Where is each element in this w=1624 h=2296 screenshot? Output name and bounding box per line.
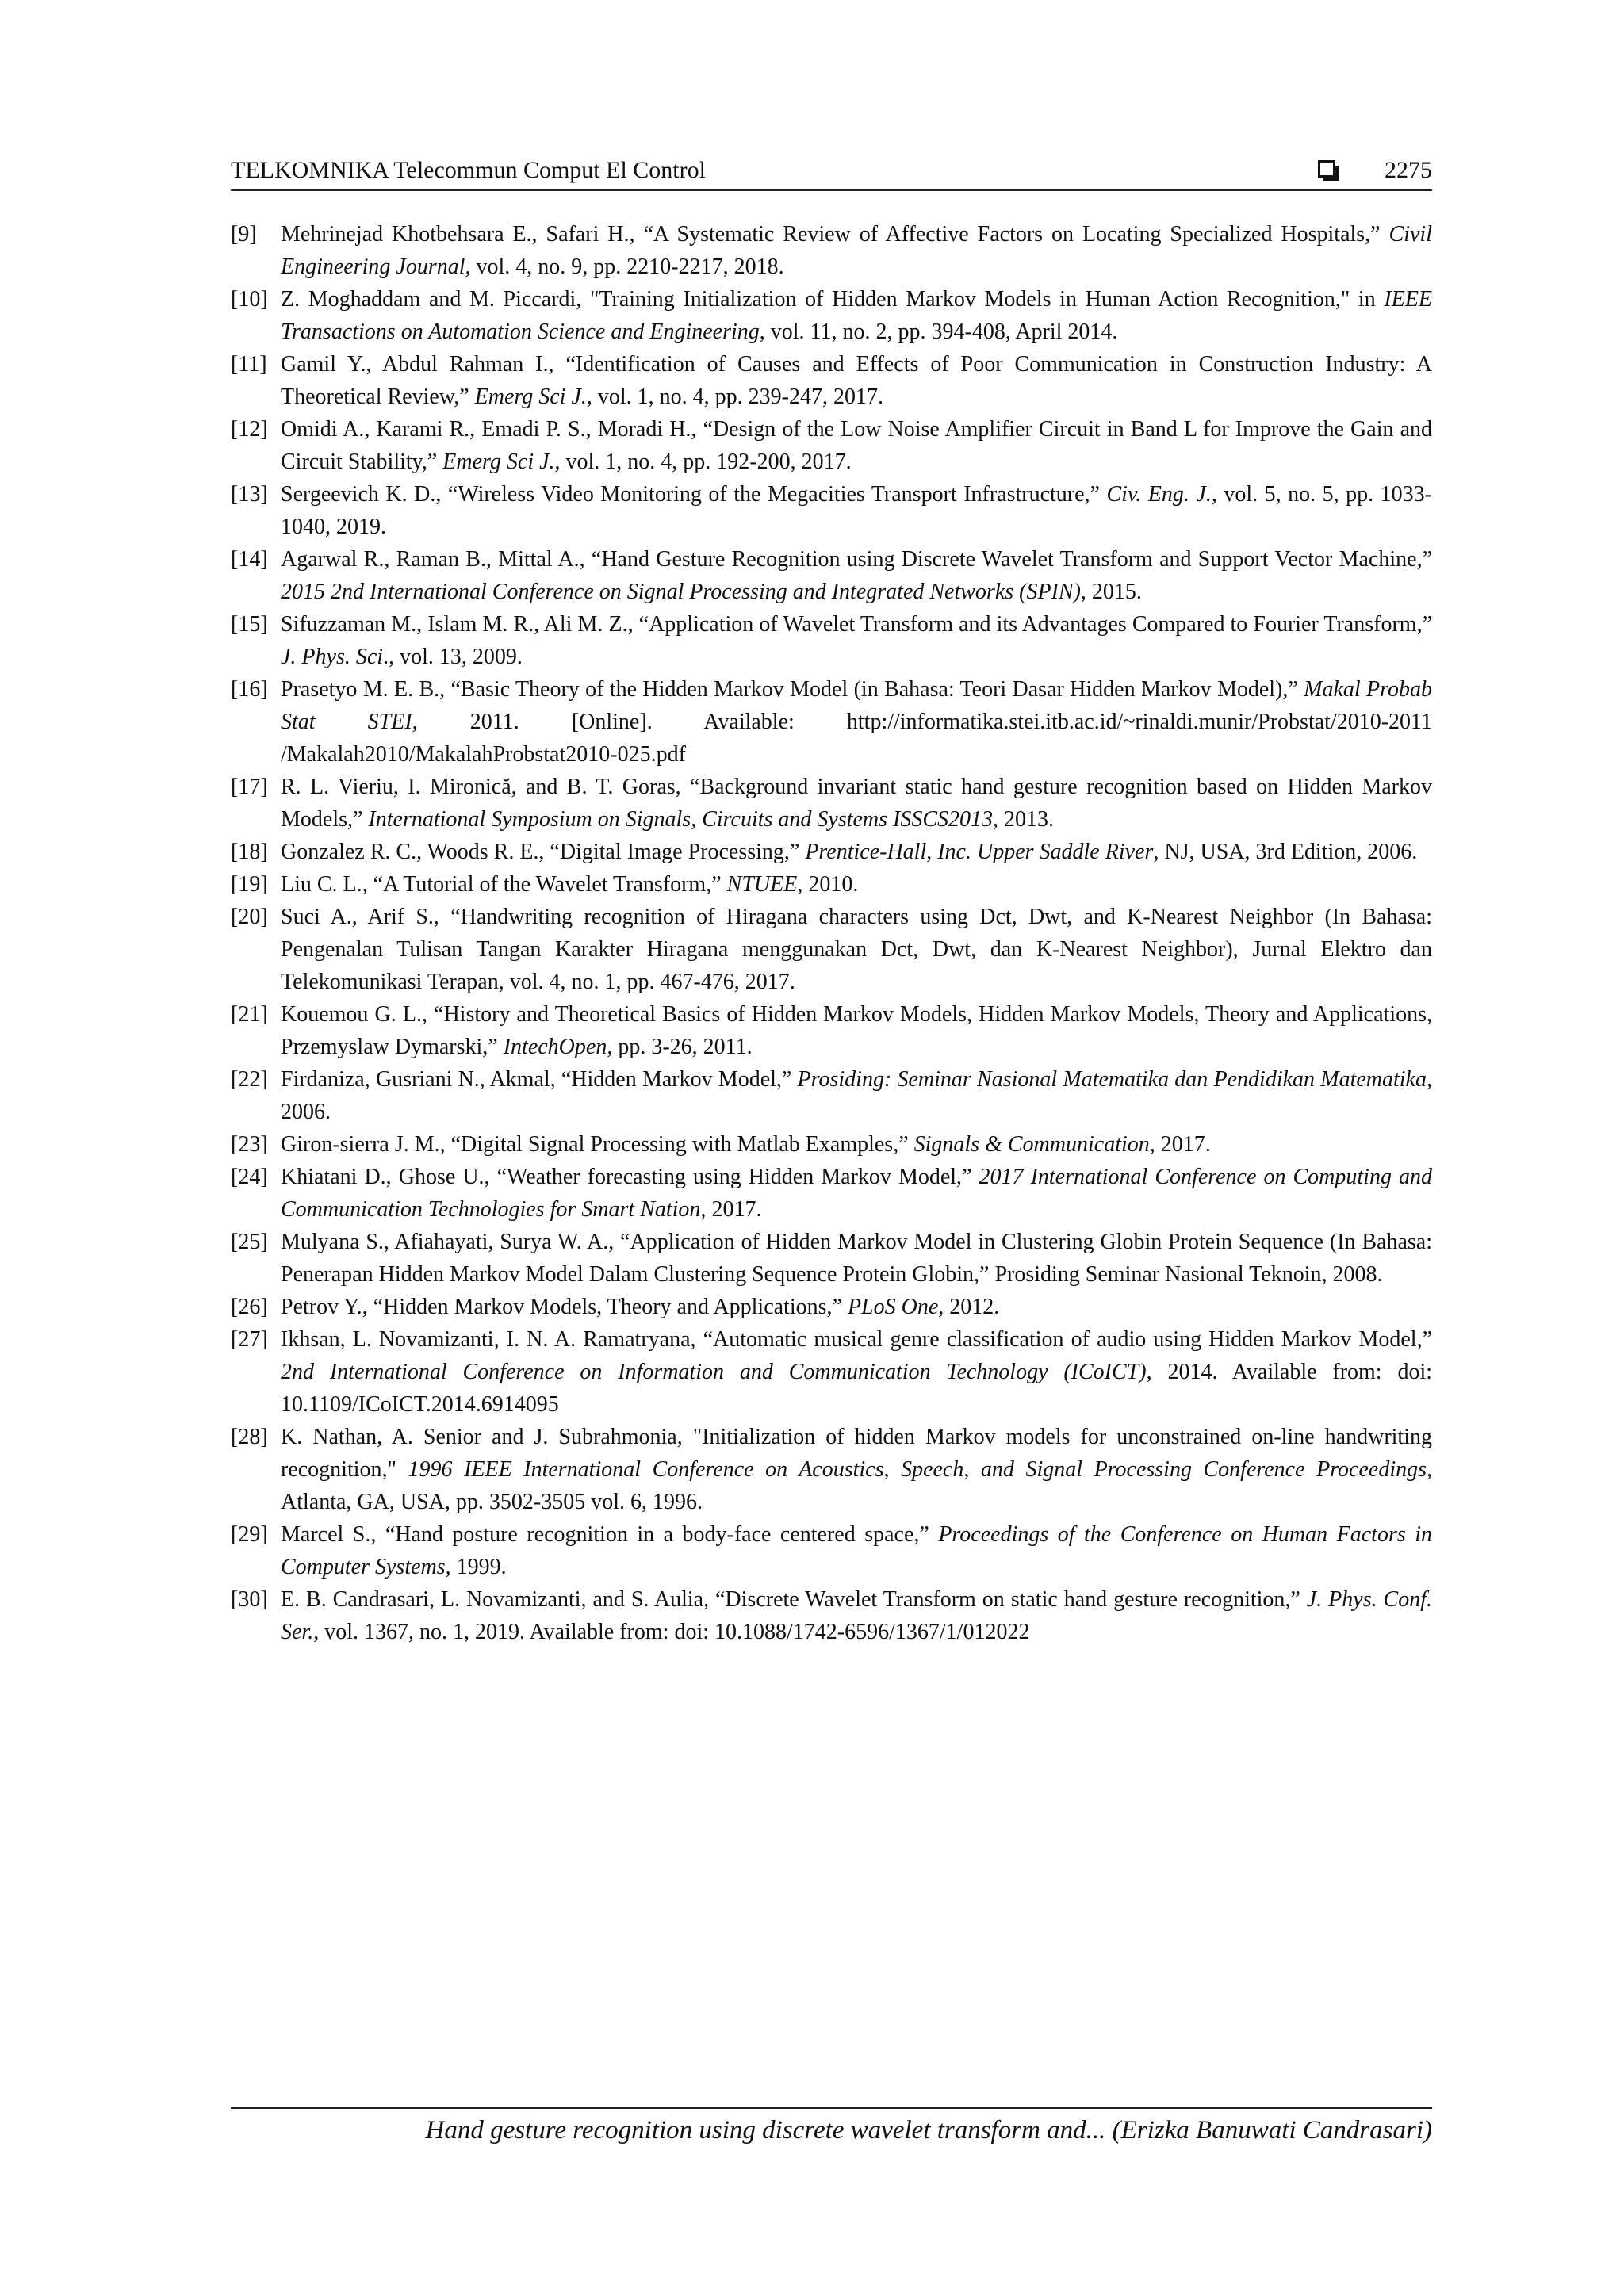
reference-text-segment: Petrov Y., “Hidden Markov Models, Theory and Applications,”	[281, 1295, 848, 1319]
page-number: 2275	[1385, 157, 1432, 183]
reference-source-italic: PLoS One,	[847, 1295, 944, 1319]
reference-number: [12]	[231, 417, 268, 442]
reference-source-italic: Emerg Sci J.,	[442, 450, 561, 474]
reference-number: [16]	[231, 677, 268, 702]
reference-text-segment: Firdaniza, Gusriani N., Akmal, “Hidden Markov Model,”	[281, 1067, 798, 1092]
reference-item	[231, 771, 1432, 836]
reference-item	[231, 1226, 1432, 1291]
reference-text	[281, 1291, 1432, 1323]
reference-number: [10]	[231, 287, 268, 312]
reference-text	[281, 673, 1432, 771]
reference-text	[281, 836, 1432, 868]
reference-item	[231, 543, 1432, 608]
reference-source-italic: International Symposium on Signals, Circuits and Systems ISSCS2013	[368, 807, 994, 832]
reference-number: [19]	[231, 872, 268, 897]
reference-text-segment: Liu C. L., “A Tutorial of the Wavelet Transform,”	[281, 872, 727, 897]
reference-number: [30]	[231, 1587, 268, 1612]
reference-text	[281, 1226, 1432, 1291]
reference-source-italic: Civil Engineering Journal,	[281, 222, 1432, 279]
reference-text-segment: K. Nathan, A. Senior and J. Subrahmonia, "Initialization of hidden Markov models for unconstrained on-line handwriting recognition,"	[281, 1425, 1432, 1482]
reference-item	[231, 1291, 1432, 1323]
reference-source-italic: J. Phys. Sci	[281, 645, 384, 669]
reference-text	[281, 218, 1432, 283]
reference-text-segment: Omidi A., Karami R., Emadi P. S., Moradi H., “Design of the Low Noise Amplifier Circuit in Band L for Improve the Gain and Circuit Stability,”	[281, 417, 1432, 474]
reference-item	[231, 998, 1432, 1063]
reference-item	[231, 608, 1432, 673]
reference-text-segment: Giron-sierra J. M., “Digital Signal Processing with Matlab Examples,”	[281, 1132, 914, 1157]
reference-number: [9]	[231, 222, 257, 247]
reference-text-segment: 2010.	[802, 872, 859, 897]
reference-text-segment: Sifuzzaman M., Islam M. R., Ali M. Z., “Application of Wavelet Transform and its Advantages Compared to Fourier Transform,”	[281, 612, 1432, 637]
reference-text-segment: , Atlanta, GA, USA, pp. 3502-3505 vol. 6, 1996.	[281, 1457, 1433, 1514]
reference-number: [11]	[231, 352, 267, 377]
reference-text-segment: Z. Moghaddam and M. Piccardi, "Training Initialization of Hidden Markov Models in Human Action Recognition," in	[281, 287, 1385, 312]
reference-text-segment: Prasetyo M. E. B., “Basic Theory of the Hidden Markov Model (in Bahasa: Teori Dasar Hidden Markov Model),”	[281, 677, 1304, 702]
reference-item	[231, 901, 1432, 998]
reference-number: [13]	[231, 482, 268, 507]
reference-text	[281, 1421, 1432, 1518]
reference-list	[231, 218, 1432, 1648]
reference-number: [17]	[231, 775, 268, 799]
reference-source-italic: Civ. Eng. J.	[1106, 482, 1212, 507]
page-header	[231, 153, 1432, 191]
reference-source-italic: Signals & Communication	[914, 1132, 1150, 1157]
reference-number: [23]	[231, 1132, 268, 1157]
reference-text-segment: 2012.	[944, 1295, 1000, 1319]
reference-source-italic: IntechOpen,	[503, 1035, 613, 1059]
reference-text-segment: 2011. [Online]. Available: http://informatika.stei.itb.ac.id/~rinaldi.munir/Probstat/2010-2011 /Makalah2010/MakalahProbstat2010-025.pdf	[281, 710, 1433, 767]
reference-number: [21]	[231, 1002, 268, 1027]
reference-text-segment: Gonzalez R. C., Woods R. E., “Digital Image Processing,”	[281, 840, 806, 864]
reference-source-italic: 2nd International Conference on Information and Communication Technology (ICoICT),	[281, 1360, 1152, 1384]
reference-text-segment: 1999.	[450, 1555, 507, 1579]
reference-text	[281, 348, 1432, 413]
journal-name: TELKOMNIKA Telecommun Comput El Control	[231, 157, 706, 183]
reference-text-segment: Marcel S., “Hand posture recognition in a body-face centered space,”	[281, 1522, 939, 1547]
reference-text-segment: R. L. Vieriu, I. Mironică, and B. T. Goras, “Background invariant static hand gesture recognition based on Hidden Markov Models,”	[281, 775, 1432, 832]
reference-text	[281, 1128, 1432, 1161]
reference-text	[281, 1063, 1432, 1128]
reference-source-italic: Prosiding: Seminar Nasional Matematika dan Pendidikan Matematika,	[797, 1067, 1432, 1092]
reference-number: [26]	[231, 1295, 268, 1319]
reference-text-segment: Sergeevich K. D., “Wireless Video Monitoring of the Megacities Transport Infrastructure,”	[281, 482, 1107, 507]
reference-item	[231, 1063, 1432, 1128]
reference-item	[231, 868, 1432, 901]
reference-number: [25]	[231, 1230, 268, 1254]
reference-text-segment: , NJ, USA, 3rd Edition, 2006.	[1153, 840, 1418, 864]
reference-text-segment: , vol. 5, no. 5, pp. 1033-1040, 2019.	[281, 482, 1433, 539]
reference-text-segment: 2014. Available from: doi: 10.1109/ICoICT.2014.6914095	[281, 1360, 1432, 1417]
reference-text-segment: Gamil Y., Abdul Rahman I., “Identification of Causes and Effects of Poor Communication in Construction Industry: A Theoretical Review,”	[281, 352, 1432, 409]
reference-number: [27]	[231, 1327, 268, 1352]
reference-source-italic: Makal Probab Stat STEI,	[281, 677, 1432, 734]
reference-text-segment: vol. 1, no. 4, pp. 192-200, 2017.	[560, 450, 852, 474]
reference-text	[281, 283, 1432, 348]
reference-number: [15]	[231, 612, 268, 637]
reference-text-segment: Suci A., Arif S., “Handwriting recognition of Hiragana characters using Dct, Dwt, and K-Nearest Neighbor (In Bahasa: Pengenalan Tulisan Tangan Karakter Hiragana menggunakan Dct, Dwt, dan K-Nearest Neighbor), Jurnal Elektro dan Telekomunikasi Terapan, vol. 4, no. 1, pp. 467-476, 2017.	[281, 905, 1432, 994]
reference-text-segment: vol. 1367, no. 1, 2019. Available from: doi: 10.1088/1742-6596/1367/1/012022	[319, 1620, 1030, 1644]
reference-text-segment: Mehrinejad Khotbehsara E., Safari H., “A Systematic Review of Affective Factors on Locating Specialized Hospitals,”	[281, 222, 1389, 247]
footer-divider	[231, 2107, 1432, 2109]
reference-number: [14]	[231, 547, 268, 572]
reference-text-segment: vol. 1, no. 4, pp. 239-247, 2017.	[592, 385, 883, 409]
reference-text	[281, 413, 1432, 478]
reference-source-italic: Prentice-Hall, Inc. Upper Saddle River	[805, 840, 1154, 864]
reference-item	[231, 413, 1432, 478]
reference-text-segment: Khiatani D., Ghose U., “Weather forecasting using Hidden Markov Model,”	[281, 1165, 979, 1189]
reference-item	[231, 1323, 1432, 1421]
reference-number: [24]	[231, 1165, 268, 1189]
reference-text-segment: vol. 4, no. 9, pp. 2210-2217, 2018.	[470, 254, 784, 279]
reference-text-segment: , 2013.	[993, 807, 1055, 832]
reference-text	[281, 1161, 1432, 1226]
footer-running-title: Hand gesture recognition using discrete wavelet transform and... (Erizka Banuwati Candrasari)	[425, 2116, 1432, 2145]
square-bullet-icon	[1318, 160, 1335, 178]
reference-text	[281, 771, 1432, 836]
reference-item	[231, 478, 1432, 543]
reference-text-segment: pp. 3-26, 2011.	[612, 1035, 753, 1059]
reference-item	[231, 836, 1432, 868]
reference-text-segment: Agarwal R., Raman B., Mittal A., “Hand Gesture Recognition using Discrete Wavelet Transform and Support Vector Machine,”	[281, 547, 1432, 572]
reference-source-italic: 1996 IEEE International Conference on Acoustics, Speech, and Signal Processing Conference Proceedings	[408, 1457, 1427, 1482]
reference-item	[231, 283, 1432, 348]
reference-text	[281, 1518, 1432, 1583]
reference-item	[231, 1161, 1432, 1226]
reference-text-segment: ., vol. 13, 2009.	[383, 645, 523, 669]
reference-source-italic: 2017 International Conference on Computing and Communication Technologies for Smart Nation,	[281, 1165, 1432, 1222]
reference-text	[281, 901, 1432, 998]
reference-source-italic: 2015 2nd International Conference on Signal Processing and Integrated Networks (SPIN),	[281, 580, 1086, 604]
reference-item	[231, 1128, 1432, 1161]
reference-text	[281, 1583, 1432, 1648]
reference-text	[281, 543, 1432, 608]
reference-text-segment: 2017.	[706, 1197, 762, 1222]
reference-text	[281, 998, 1432, 1063]
reference-number: [28]	[231, 1425, 268, 1449]
reference-source-italic: J. Phys. Conf. Ser.,	[281, 1587, 1432, 1644]
reference-source-italic: NTUEE,	[726, 872, 803, 897]
reference-item	[231, 1421, 1432, 1518]
reference-item	[231, 1583, 1432, 1648]
reference-item	[231, 218, 1432, 283]
reference-item	[231, 673, 1432, 771]
reference-item	[231, 1518, 1432, 1583]
reference-text-segment: Mulyana S., Afiahayati, Surya W. A., “Application of Hidden Markov Model in Clustering Globin Protein Sequence (In Bahasa: Penerapan Hidden Markov Model Dalam Clustering Sequence Protein Globin,” Prosiding Seminar Nasional Teknoin, 2008.	[281, 1230, 1432, 1287]
reference-number: [22]	[231, 1067, 268, 1092]
reference-item	[231, 348, 1432, 413]
reference-text-segment: , 2017.	[1149, 1132, 1211, 1157]
reference-text-segment: Kouemou G. L., “History and Theoretical Basics of Hidden Markov Models, Hidden Markov Models, Theory and Applications, Przemyslaw Dymarski,”	[281, 1002, 1432, 1059]
reference-source-italic: IEEE Transactions on Automation Science and Engineering	[281, 287, 1432, 344]
reference-text	[281, 608, 1432, 673]
reference-source-italic: Proceedings of the Conference on Human Factors in Computer Systems,	[281, 1522, 1432, 1579]
reference-number: [18]	[231, 840, 268, 864]
reference-text-segment: , vol. 11, no. 2, pp. 394-408, April 2014.	[759, 320, 1118, 344]
reference-number: [20]	[231, 905, 268, 929]
reference-text-segment: 2015.	[1086, 580, 1142, 604]
reference-number: [29]	[231, 1522, 268, 1547]
reference-text-segment: 2006.	[281, 1100, 331, 1124]
reference-text	[281, 868, 1432, 901]
reference-text-segment: Ikhsan, L. Novamizanti, I. N. A. Ramatryana, “Automatic musical genre classification of audio using Hidden Markov Model,”	[281, 1327, 1432, 1352]
reference-source-italic: Emerg Sci J.,	[474, 385, 592, 409]
reference-text-segment: E. B. Candrasari, L. Novamizanti, and S. Aulia, “Discrete Wavelet Transform on static hand gesture recognition,”	[281, 1587, 1307, 1612]
reference-text	[281, 1323, 1432, 1421]
reference-text	[281, 478, 1432, 543]
